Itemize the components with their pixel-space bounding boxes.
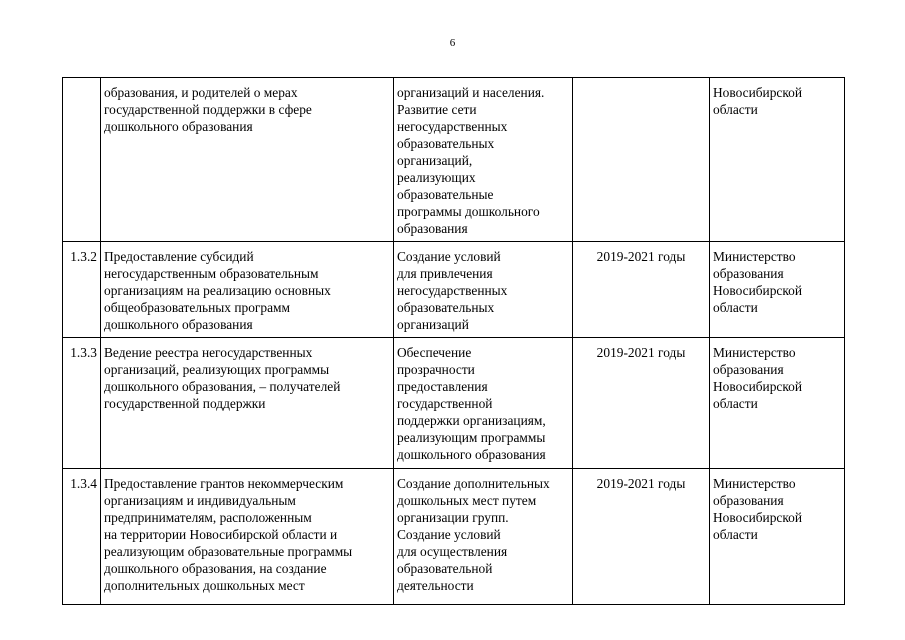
period-cell: 2019-2021 годы	[573, 242, 710, 338]
responsible-cell: Министерство образования Новосибирской области	[710, 242, 845, 338]
item-number-cell: 1.3.4	[63, 469, 101, 605]
measure-cell: Ведение реестра негосударственных организаций, реализующих программы дошкольного образования, – получателей государственной поддержки	[101, 338, 394, 469]
item-number-cell: 1.3.3	[63, 338, 101, 469]
measures-table	[62, 77, 845, 605]
table-row	[63, 469, 845, 605]
table-row	[63, 242, 845, 338]
goal-cell: организаций и населения. Развитие сети негосударственных образовательных организаций, реализующих образовательные программы дошкольного образования	[394, 78, 573, 242]
goal-cell: Создание дополнительных дошкольных мест путем организации групп. Создание условий для осуществления образовательной деятельности	[394, 469, 573, 605]
table-row	[63, 338, 845, 469]
measure-cell: Предоставление грантов некоммерческим организациям и индивидуальным предпринимателям, расположенным на территории Новосибирской области и реализующим образовательные программы дошкольного образования, на создание дополнительных дошкольных мест	[101, 469, 394, 605]
item-number-cell	[63, 78, 101, 242]
item-number-cell: 1.3.2	[63, 242, 101, 338]
goal-cell: Создание условий для привлечения негосударственных образовательных организаций	[394, 242, 573, 338]
responsible-cell: Министерство образования Новосибирской области	[710, 469, 845, 605]
goal-cell: Обеспечение прозрачности предоставления государственной поддержки организациям, реализующим программы дошкольного образования	[394, 338, 573, 469]
measure-cell: образования, и родителей о мерах государственной поддержки в сфере дошкольного образования	[101, 78, 394, 242]
period-cell	[573, 78, 710, 242]
page-number: 6	[449, 37, 456, 49]
period-cell: 2019-2021 годы	[573, 469, 710, 605]
responsible-cell: Новосибирской области	[710, 78, 845, 242]
period-cell: 2019-2021 годы	[573, 338, 710, 469]
responsible-cell: Министерство образования Новосибирской области	[710, 338, 845, 469]
table-row	[63, 78, 845, 242]
measure-cell: Предоставление субсидий негосударственным образовательным организациям на реализацию основных общеобразовательных программ дошкольного образования	[101, 242, 394, 338]
